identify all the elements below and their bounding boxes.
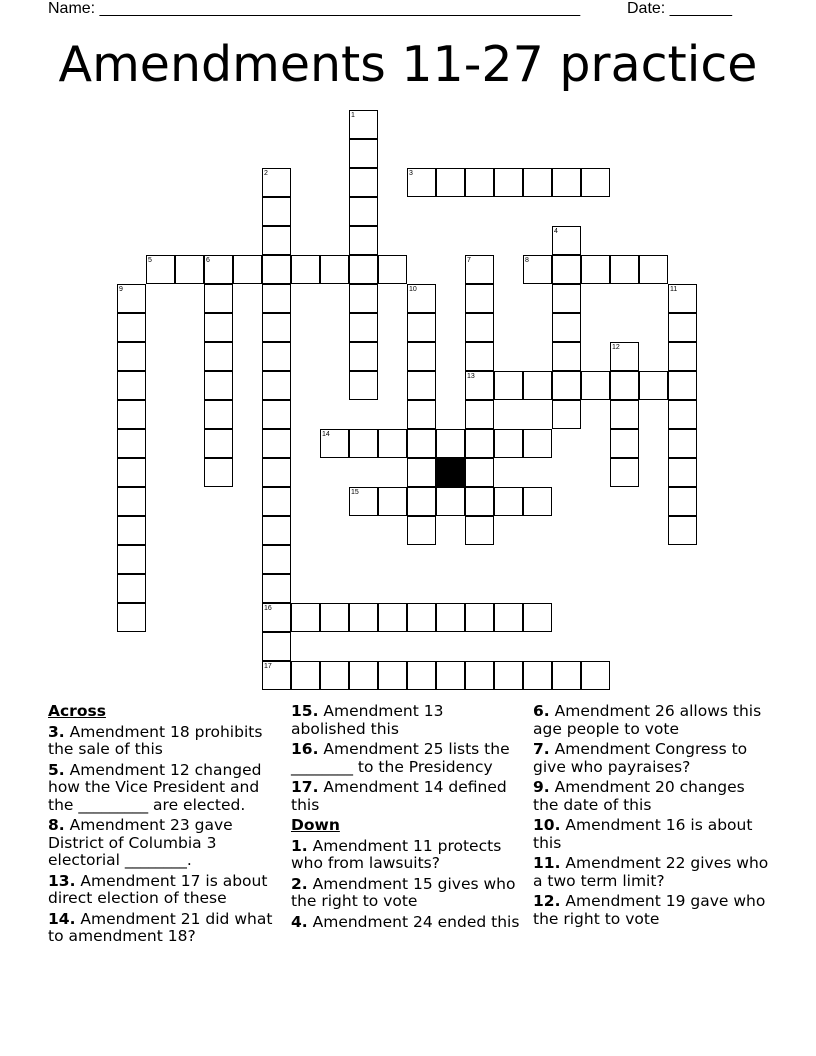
grid-cell[interactable] xyxy=(175,255,204,284)
grid-cell[interactable] xyxy=(436,487,465,516)
grid-cell[interactable] xyxy=(610,458,639,487)
grid-cell[interactable] xyxy=(465,458,494,487)
grid-cell[interactable] xyxy=(639,255,668,284)
grid-cell[interactable] xyxy=(523,487,552,516)
grid-cell[interactable] xyxy=(262,371,291,400)
grid-cell[interactable] xyxy=(581,371,610,400)
grid-cell[interactable] xyxy=(349,342,378,371)
clue-across-13: 13. Amendment 17 is about direct election of these xyxy=(48,871,268,907)
grid-cell[interactable] xyxy=(465,661,494,690)
grid-cell[interactable] xyxy=(436,603,465,632)
grid-cell[interactable] xyxy=(668,400,697,429)
grid-cell[interactable] xyxy=(262,400,291,429)
clue-number: 11 xyxy=(670,286,678,293)
grid-cell[interactable] xyxy=(204,284,233,313)
grid-cell[interactable] xyxy=(204,371,233,400)
grid-cell[interactable] xyxy=(523,371,552,400)
grid-cell[interactable] xyxy=(668,429,697,458)
grid-cell[interactable] xyxy=(581,255,610,284)
grid-cell[interactable] xyxy=(320,255,349,284)
grid-cell[interactable] xyxy=(204,342,233,371)
name-line[interactable]: Name: ______________________________________________________ xyxy=(48,0,581,17)
clue-number: 1 xyxy=(351,112,355,119)
grid-cell[interactable] xyxy=(349,371,378,400)
clue-down-12: 12. Amendment 19 gave who the right to vote xyxy=(533,892,766,928)
grid-cell[interactable] xyxy=(494,371,523,400)
grid-cell[interactable] xyxy=(117,313,146,342)
clue-down-2: 2. Amendment 15 gives who the right to vote xyxy=(291,874,516,910)
clue-number: 9 xyxy=(119,286,123,293)
clue-across-16: 16. Amendment 25 lists the ________ to the Presidency xyxy=(291,740,510,776)
grid-cell[interactable] xyxy=(407,429,436,458)
grid-cell[interactable] xyxy=(117,516,146,545)
down-heading: Down xyxy=(291,816,340,834)
grid-cell[interactable] xyxy=(436,168,465,197)
grid-cell[interactable] xyxy=(639,371,668,400)
grid-cell[interactable] xyxy=(349,429,378,458)
clue-down-9: 9. Amendment 20 changes the date of this xyxy=(533,778,745,814)
clue-number: 7 xyxy=(467,257,471,264)
grid-cell[interactable] xyxy=(668,342,697,371)
clue-number: 6 xyxy=(206,257,210,264)
grid-cell[interactable] xyxy=(320,661,349,690)
grid-cell[interactable] xyxy=(378,661,407,690)
grid-cell[interactable] xyxy=(610,400,639,429)
clue-column-3 xyxy=(533,703,773,931)
grid-cell[interactable] xyxy=(436,661,465,690)
grid-cell[interactable] xyxy=(349,255,378,284)
grid-cell[interactable] xyxy=(349,226,378,255)
grid-cell[interactable] xyxy=(349,139,378,168)
grid-cell[interactable] xyxy=(465,168,494,197)
clue-number: 8 xyxy=(525,257,529,264)
grid-cell[interactable] xyxy=(668,313,697,342)
clue-number: 10 xyxy=(409,286,417,293)
grid-cell[interactable] xyxy=(349,197,378,226)
grid-cell[interactable] xyxy=(552,284,581,313)
grid-cell[interactable] xyxy=(523,661,552,690)
grid-cell[interactable] xyxy=(262,574,291,603)
grid-cell[interactable] xyxy=(291,661,320,690)
clue-number: 5 xyxy=(148,257,152,264)
grid-cell[interactable] xyxy=(610,371,639,400)
grid-cell[interactable] xyxy=(465,516,494,545)
clue-number: 15 xyxy=(351,489,359,496)
grid-cell[interactable] xyxy=(465,313,494,342)
grid-cell[interactable] xyxy=(494,661,523,690)
grid-cell[interactable] xyxy=(581,661,610,690)
grid-cell[interactable] xyxy=(494,429,523,458)
clue-down-11: 11. Amendment 22 gives who a two term limit? xyxy=(533,854,769,890)
page-title: Amendments 11-27 practice xyxy=(58,36,758,93)
grid-cell[interactable] xyxy=(436,429,465,458)
clue-number: 14 xyxy=(322,431,330,438)
grid-cell[interactable] xyxy=(668,458,697,487)
grid-cell[interactable] xyxy=(262,545,291,574)
clue-number: 12 xyxy=(612,344,620,351)
grid-cell[interactable] xyxy=(262,458,291,487)
date-line[interactable]: Date: _______ xyxy=(627,0,732,17)
grid-cell[interactable] xyxy=(523,603,552,632)
clue-across-14: 14. Amendment 21 did what to amendment 18? xyxy=(48,909,273,945)
grid-cell[interactable] xyxy=(262,313,291,342)
grid-cell[interactable] xyxy=(494,603,523,632)
grid-cell[interactable] xyxy=(291,255,320,284)
clue-number: 17 xyxy=(264,663,272,670)
grid-cell[interactable] xyxy=(378,487,407,516)
clue-down-4: 4. Amendment 24 ended this xyxy=(291,912,520,931)
grid-cell[interactable] xyxy=(581,168,610,197)
grid-cell[interactable] xyxy=(407,342,436,371)
grid-cell[interactable] xyxy=(407,661,436,690)
grid-cell[interactable] xyxy=(117,545,146,574)
grid-cell[interactable] xyxy=(494,487,523,516)
across-heading: Across xyxy=(48,702,106,720)
grid-cell[interactable] xyxy=(378,429,407,458)
clue-across-17: 17. Amendment 14 defined this xyxy=(291,778,507,814)
clue-number: 3 xyxy=(409,170,413,177)
grid-cell[interactable] xyxy=(204,313,233,342)
grid-cell[interactable] xyxy=(523,168,552,197)
grid-cell[interactable] xyxy=(262,429,291,458)
grid-cell[interactable] xyxy=(117,574,146,603)
grid-cell[interactable] xyxy=(552,342,581,371)
grid-cell[interactable] xyxy=(465,603,494,632)
grid-cell[interactable] xyxy=(117,342,146,371)
clue-down-10: 10. Amendment 16 is about this xyxy=(533,816,753,852)
grid-cell[interactable] xyxy=(465,429,494,458)
clue-across-5: 5. Amendment 12 changed how the Vice President and the _________ are elected. xyxy=(48,760,262,814)
grid-cell[interactable] xyxy=(204,400,233,429)
grid-cell[interactable] xyxy=(378,603,407,632)
grid-cell[interactable] xyxy=(349,284,378,313)
clue-column-1 xyxy=(48,703,278,949)
clue-down-1: 1. Amendment 11 protects who from lawsuits? xyxy=(291,836,502,872)
grid-cell[interactable] xyxy=(552,313,581,342)
grid-cell[interactable] xyxy=(552,168,581,197)
grid-cell[interactable] xyxy=(204,429,233,458)
grid-cell[interactable] xyxy=(117,458,146,487)
grid-cell[interactable] xyxy=(552,371,581,400)
grid-cell[interactable] xyxy=(349,313,378,342)
grid-cell[interactable] xyxy=(262,197,291,226)
grid-cell[interactable] xyxy=(610,429,639,458)
grid-cell[interactable] xyxy=(117,429,146,458)
grid-cell[interactable] xyxy=(407,400,436,429)
grid-cell[interactable] xyxy=(262,487,291,516)
grid-cell[interactable] xyxy=(117,487,146,516)
grid-cell[interactable] xyxy=(668,516,697,545)
clue-number: 13 xyxy=(467,373,475,380)
grid-cell[interactable] xyxy=(204,458,233,487)
grid-cell[interactable] xyxy=(262,342,291,371)
grid-cell[interactable] xyxy=(262,632,291,661)
grid-cell[interactable] xyxy=(233,255,262,284)
grid-cell[interactable] xyxy=(407,487,436,516)
clue-across-3: 3. Amendment 18 prohibits the sale of this xyxy=(48,722,263,758)
clue-across-15: 15. Amendment 13 abolished this xyxy=(291,702,444,738)
grid-cell[interactable] xyxy=(407,458,436,487)
grid-cell[interactable] xyxy=(117,371,146,400)
grid-cell[interactable] xyxy=(291,603,320,632)
grid-cell[interactable] xyxy=(117,603,146,632)
grid-cell[interactable] xyxy=(407,313,436,342)
grid-cell[interactable] xyxy=(262,226,291,255)
black-square xyxy=(436,458,465,487)
grid-cell[interactable] xyxy=(117,400,146,429)
grid-cell[interactable] xyxy=(407,371,436,400)
grid-cell[interactable] xyxy=(407,603,436,632)
grid-cell[interactable] xyxy=(668,487,697,516)
grid-cell[interactable] xyxy=(262,516,291,545)
grid-cell[interactable] xyxy=(494,168,523,197)
grid-cell[interactable] xyxy=(349,661,378,690)
grid-cell[interactable] xyxy=(262,284,291,313)
clue-down-6: 6. Amendment 26 allows this age people to vote xyxy=(533,702,762,738)
clue-number: 2 xyxy=(264,170,268,177)
grid-cell[interactable] xyxy=(610,255,639,284)
clue-down-7: 7. Amendment Congress to give who payraises? xyxy=(533,740,748,776)
grid-cell[interactable] xyxy=(262,255,291,284)
grid-cell[interactable] xyxy=(523,429,552,458)
grid-cell[interactable] xyxy=(465,342,494,371)
grid-cell[interactable] xyxy=(349,603,378,632)
clue-column-2 xyxy=(291,703,523,934)
grid-cell[interactable] xyxy=(668,371,697,400)
grid-cell[interactable] xyxy=(378,255,407,284)
clue-number: 4 xyxy=(554,228,558,235)
grid-cell[interactable] xyxy=(407,516,436,545)
grid-cell[interactable] xyxy=(349,168,378,197)
grid-cell[interactable] xyxy=(552,255,581,284)
grid-cell[interactable] xyxy=(465,487,494,516)
clue-across-8: 8. Amendment 23 gave District of Columbia 3 electorial ________. xyxy=(48,816,233,869)
clue-number: 16 xyxy=(264,605,272,612)
grid-cell[interactable] xyxy=(465,284,494,313)
grid-cell[interactable] xyxy=(552,661,581,690)
grid-cell[interactable] xyxy=(552,400,581,429)
grid-cell[interactable] xyxy=(465,400,494,429)
grid-cell[interactable] xyxy=(320,603,349,632)
